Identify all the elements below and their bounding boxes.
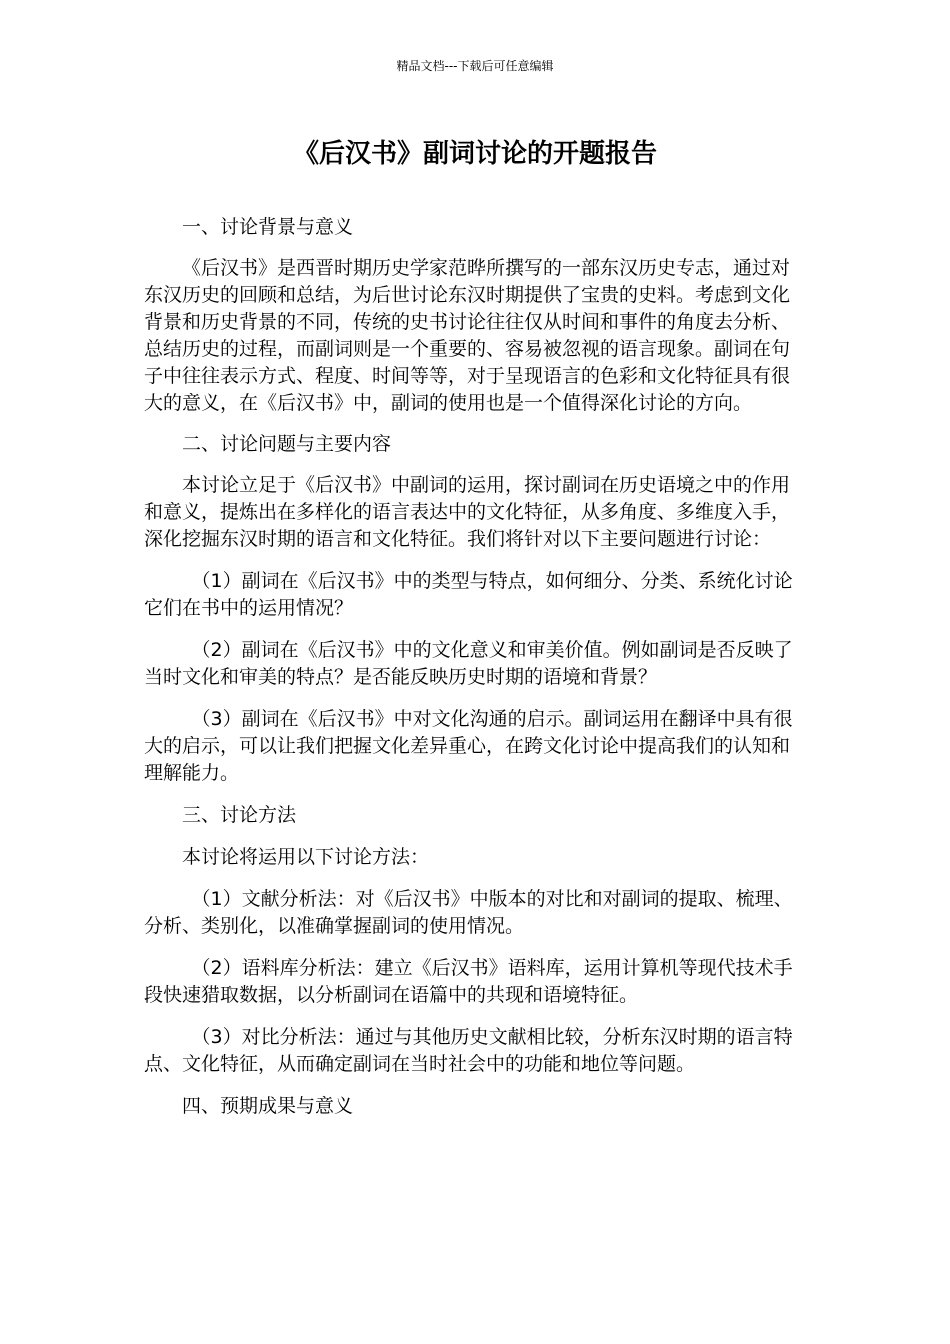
document-title: 《后汉书》副词讨论的开题报告 bbox=[292, 139, 657, 169]
list-item-question-3: （3）副词在《后汉书》中对文化沟通的启示。副词运用在翻译中具有很大的启示，可以让我们把握文化差异重心，在跨文化讨论中提高我们的认知和理解能力。 bbox=[144, 708, 793, 784]
list-item-method-2: （2）语料库分析法：建立《后汉书》语料库，运用计算机等现代技术手段快速猎取数据，以分析副词在语篇中的共现和语境特征。 bbox=[144, 957, 793, 1006]
list-item-method-1: （1）文献分析法：对《后汉书》中版本的对比和对副词的提取、梳理、分析、类别化，以准确掌握副词的使用情况。 bbox=[144, 888, 793, 937]
section-heading-methods: 三、讨论方法 bbox=[182, 804, 297, 826]
section-heading-background: 一、讨论背景与意义 bbox=[182, 216, 354, 238]
paragraph-questions-intro: 本讨论立足于《后汉书》中副词的运用，探讨副词在历史语境之中的作用和意义，提炼出在多样化的语言表达中的文化特征，从多角度、多维度入手，深化挖掘东汉时期的语言和文化特征。我们将针对以下主要问题进行讨论： bbox=[144, 474, 791, 550]
list-item-question-2: （2）副词在《后汉书》中的文化意义和审美价值。例如副词是否反映了当时文化和审美的特点？是否能反映历史时期的语境和背景？ bbox=[144, 639, 793, 688]
paragraph-methods-intro: 本讨论将运用以下讨论方法： bbox=[182, 846, 430, 868]
paragraph-background: 《后汉书》是西晋时期历史学家范晔所撰写的一部东汉历史专志，通过对东汉历史的回顾和总结，为后世讨论东汉时期提供了宝贵的史料。考虑到文化背景和历史背景的不同，传统的史书讨论往往仅从时间和事件的角度去分析、总结历史的过程，而副词则是一个重要的、容易被忽视的语言现象。副词在句子中往往表示方式、程度、时间等等，对于呈现语言的色彩和文化特征具有很大的意义，在《后汉书》中，副词的使用也是一个值得深化讨论的方向。 bbox=[144, 257, 791, 414]
section-heading-outcomes: 四、预期成果与意义 bbox=[182, 1095, 354, 1117]
section-heading-questions: 二、讨论问题与主要内容 bbox=[182, 433, 392, 455]
list-item-question-1: （1）副词在《后汉书》中的类型与特点，如何细分、分类、系统化讨论它们在书中的运用情况？ bbox=[144, 570, 793, 619]
running-header: 精品文档---下载后可任意编辑 bbox=[396, 59, 554, 73]
document-body bbox=[144, 214, 808, 1120]
list-item-method-3: （3）对比分析法：通过与其他历史文献相比较，分析东汉时期的语言特点、文化特征，从而确定副词在当时社会中的功能和地位等问题。 bbox=[144, 1026, 793, 1075]
